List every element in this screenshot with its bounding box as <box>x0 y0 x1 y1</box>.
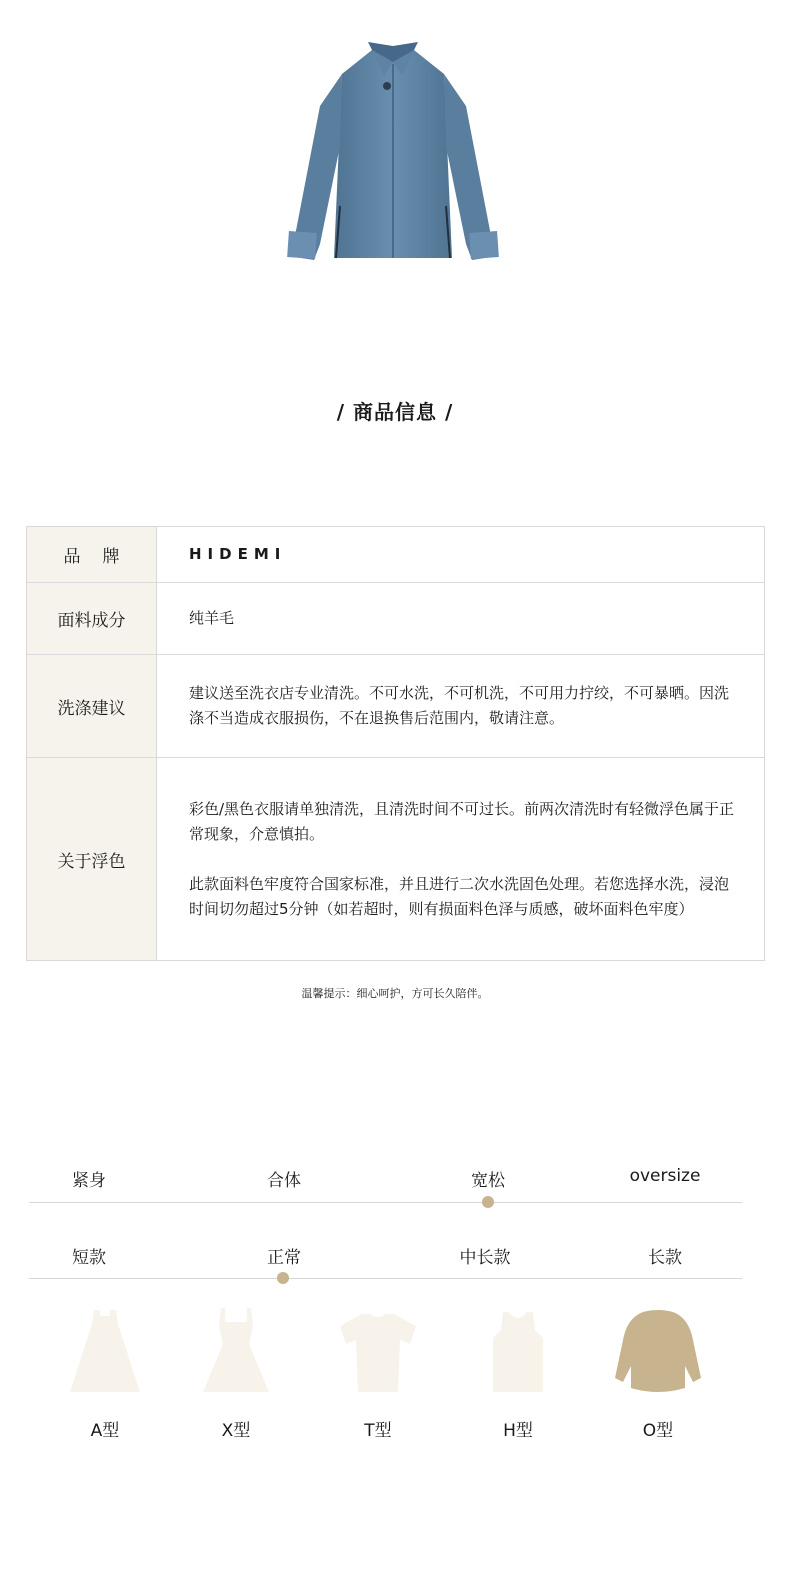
fit-selected-dot <box>482 1196 494 1208</box>
fabric-value: 纯羊毛 <box>157 583 765 655</box>
silhouette-a <box>50 1306 160 1441</box>
length-option: 中长款 <box>459 1248 511 1268</box>
a-line-dress-icon <box>70 1306 140 1396</box>
color-label: 关于浮色 <box>27 758 157 961</box>
silhouette-label: H型 <box>503 1421 533 1441</box>
table-row-brand <box>27 527 765 583</box>
section-title: / 商品信息 / <box>336 400 454 424</box>
care-tip: 温馨提示：细心呵护，方可长久陪伴。 <box>301 987 489 1000</box>
silhouette-label: T型 <box>364 1421 392 1441</box>
length-option: 长款 <box>648 1248 682 1268</box>
cocoon-coat-icon <box>613 1306 703 1396</box>
tank-top-icon <box>483 1306 553 1396</box>
product-info-table <box>26 526 765 961</box>
length-scale-line <box>29 1278 742 1279</box>
fit-option: oversize <box>629 1166 701 1186</box>
color-paragraph-2: 此款面料色牢度符合国家标准，并且进行二次水洗固色处理。若您选择水洗，浸泡时间切勿超过5分钟（如若超时，则有损面料色泽与质感，破坏面料色牢度） <box>189 874 730 918</box>
silhouette-options <box>0 1306 790 1446</box>
brand-label: 品牌 <box>27 527 157 583</box>
table-row-wash <box>27 655 765 758</box>
silhouette-label: X型 <box>221 1421 251 1441</box>
color-value <box>157 758 765 961</box>
silhouette-o <box>603 1306 713 1441</box>
table-row-color-fastness <box>27 758 765 961</box>
length-scale <box>29 1243 742 1273</box>
product-image <box>280 36 505 268</box>
x-line-dress-icon <box>201 1306 271 1396</box>
fit-option: 合体 <box>267 1171 301 1191</box>
fabric-label: 面料成分 <box>27 583 157 655</box>
silhouette-h <box>463 1306 573 1441</box>
length-selected-dot <box>277 1272 289 1284</box>
silhouette-t <box>323 1306 433 1441</box>
brand-value: HIDEMI <box>157 527 765 583</box>
wash-label: 洗涤建议 <box>27 655 157 758</box>
fit-option: 宽松 <box>471 1171 505 1191</box>
fit-scale <box>29 1166 742 1196</box>
silhouette-x <box>181 1306 291 1441</box>
wash-value: 建议送至洗衣店专业清洗。不可水洗，不可机洗，不可用力拧绞，不可暴晒。因洗涤不当造成衣服损伤，不在退换售后范围内，敬请注意。 <box>157 655 765 758</box>
fit-scale-line <box>29 1202 742 1203</box>
t-shirt-icon <box>338 1306 418 1396</box>
length-option: 短款 <box>72 1248 106 1268</box>
color-paragraph-1: 彩色/黑色衣服请单独清洗，且清洗时间不可过长。前两次清洗时有轻微浮色属于正常现象，介意慎拍。 <box>189 799 735 843</box>
silhouette-label: O型 <box>642 1421 674 1441</box>
length-option: 正常 <box>267 1248 301 1268</box>
silhouette-label: A型 <box>90 1421 120 1441</box>
fit-option: 紧身 <box>72 1171 106 1191</box>
table-row-fabric <box>27 583 765 655</box>
